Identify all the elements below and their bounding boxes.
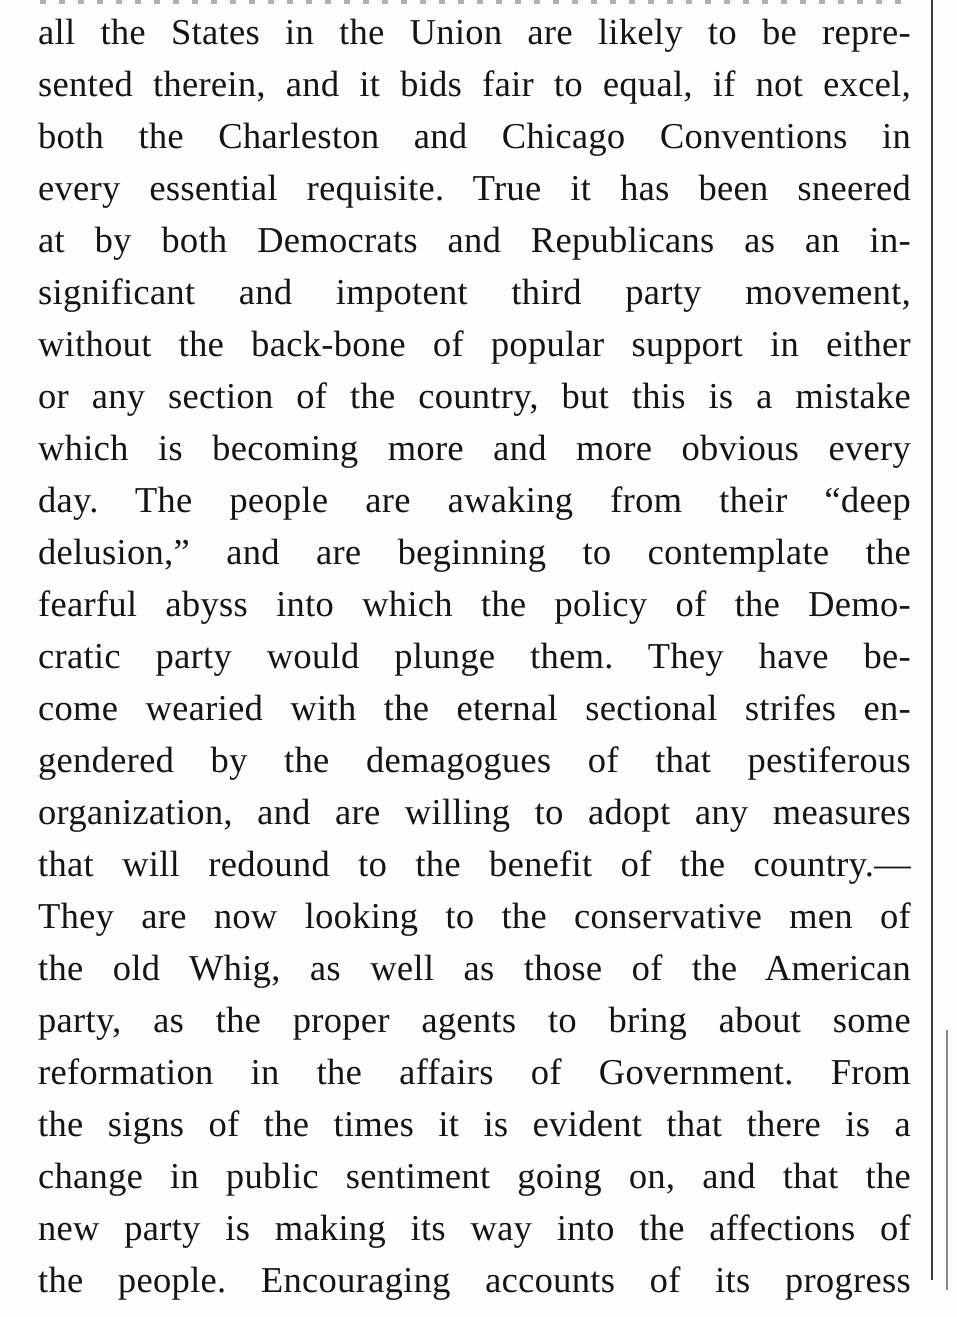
text-line: at by both Democrats and Republicans as an in- (38, 219, 911, 260)
text-line: cratic party would plunge them. They have be- (38, 635, 911, 676)
column-rule (931, 0, 933, 1280)
text-line: without the back-bone of popular support in either (38, 323, 911, 364)
text-line: or any section of the country, but this is a mistake (38, 375, 911, 416)
text-line: organization, and are willing to adopt any measures (38, 791, 911, 832)
text-line: They are now looking to the conservative men of (38, 895, 911, 936)
text-line: sented therein, and it bids fair to equal, if not excel, (38, 63, 911, 104)
text-line: come wearied with the eternal sectional strifes en- (38, 687, 911, 728)
article-column (38, 6, 911, 1306)
text-line: both the Charleston and Chicago Conventions in (38, 115, 911, 156)
text-line: the old Whig, as well as those of the American (38, 947, 911, 988)
text-line: that will redound to the benefit of the country.— (38, 843, 911, 884)
text-line: the signs of the times it is evident that there is a (38, 1103, 911, 1144)
text-line: the people. Encouraging accounts of its progress (38, 1259, 911, 1300)
text-line: every essential requisite. True it has been sneered (38, 167, 911, 208)
text-line: delusion,” and are beginning to contemplate the (38, 531, 911, 572)
text-line: new party is making its way into the affections of (38, 1207, 911, 1248)
cropped-previous-line (40, 0, 910, 4)
text-line: reformation in the affairs of Government. From (38, 1051, 911, 1092)
text-line: fearful abyss into which the policy of the Demo- (38, 583, 911, 624)
text-line: gendered by the demagogues of that pestiferous (38, 739, 911, 780)
text-line: party, as the proper agents to bring about some (38, 999, 911, 1040)
text-line: significant and impotent third party movement, (38, 271, 911, 312)
text-line: day. The people are awaking from their “deep (38, 479, 911, 520)
page-edge-mark (946, 1030, 948, 1290)
text-line: change in public sentiment going on, and that the (38, 1155, 911, 1196)
text-line: all the States in the Union are likely to be repre- (38, 11, 911, 52)
text-line: which is becoming more and more obvious every (38, 427, 911, 468)
